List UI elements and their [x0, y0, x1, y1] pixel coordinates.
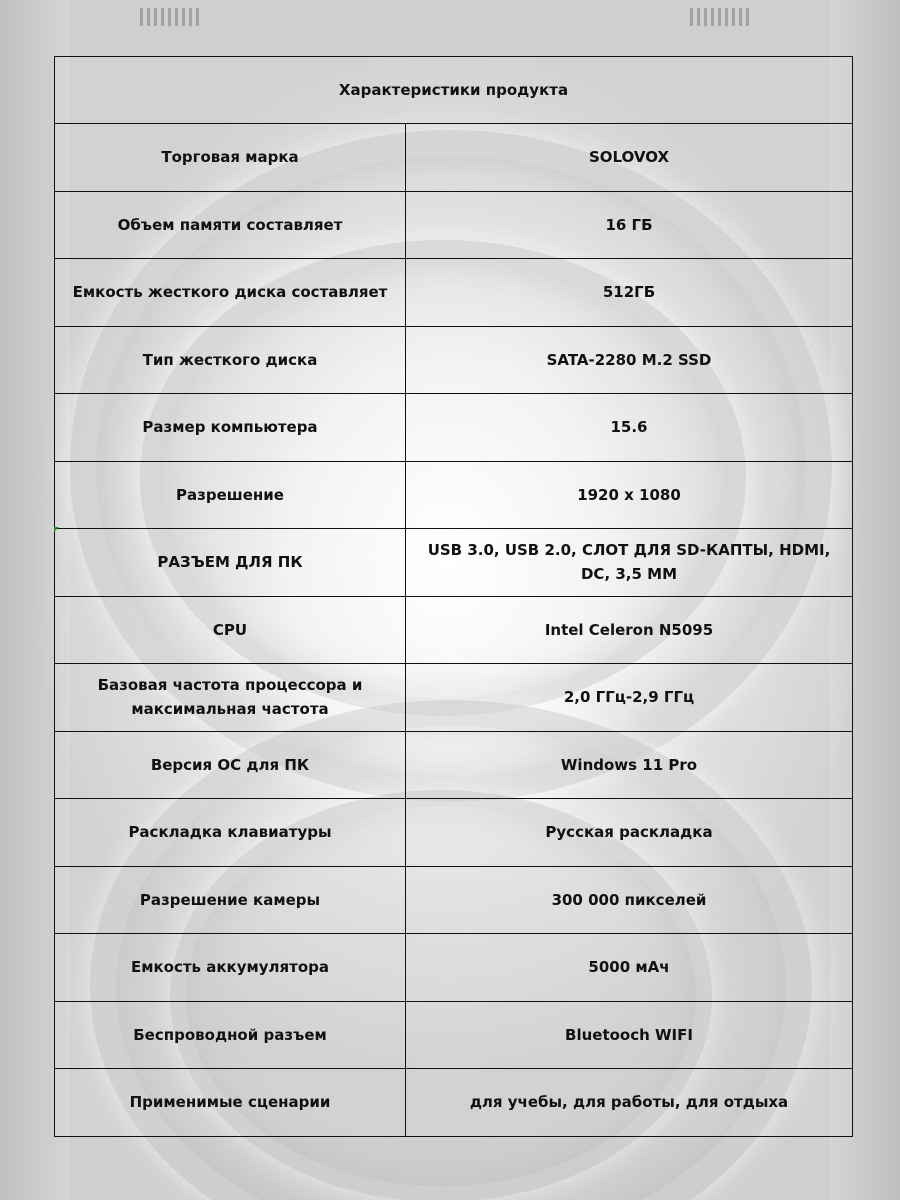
- table-row: [55, 1069, 853, 1137]
- spec-value: 5000 мАч: [406, 934, 853, 1002]
- spec-value: 512ГБ: [406, 259, 853, 327]
- spec-label: Беспроводной разъем: [55, 1001, 406, 1069]
- table-row: [55, 259, 853, 327]
- table-row: [55, 461, 853, 529]
- background-vent: [690, 8, 750, 26]
- spec-value: Intel Celeron N5095: [406, 596, 853, 664]
- spec-label: CPU: [55, 596, 406, 664]
- table-row: [55, 326, 853, 394]
- spec-value: SOLOVOX: [406, 124, 853, 192]
- spec-label: РАЗЪЕМ ДЛЯ ПК: [55, 529, 406, 597]
- spec-value: 16 ГБ: [406, 191, 853, 259]
- spec-value: SATA-2280 M.2 SSD: [406, 326, 853, 394]
- specs-table-header-row: [55, 57, 853, 124]
- table-row: [55, 664, 853, 732]
- spec-value: для учебы, для работы, для отдыха: [406, 1069, 853, 1137]
- table-row: [55, 799, 853, 867]
- spec-value: 2,0 ГГц-2,9 ГГц: [406, 664, 853, 732]
- table-row: [55, 124, 853, 192]
- spec-label: Размер компьютера: [55, 394, 406, 462]
- spec-label: Версия ОС для ПК: [55, 731, 406, 799]
- spec-value: Bluetooch WIFI: [406, 1001, 853, 1069]
- spec-label: Разрешение: [55, 461, 406, 529]
- spec-value: Русская раскладка: [406, 799, 853, 867]
- spec-label: Базовая частота процессора и максимальная частота: [55, 664, 406, 732]
- spec-label: Торговая марка: [55, 124, 406, 192]
- spec-value: 300 000 пикселей: [406, 866, 853, 934]
- spec-label: Разрешение камеры: [55, 866, 406, 934]
- spec-label: Емкость жесткого диска составляет: [55, 259, 406, 327]
- background-vent: [140, 8, 200, 26]
- specs-table-title: Характеристики продукта: [55, 57, 853, 124]
- table-row: [55, 866, 853, 934]
- table-row: [55, 934, 853, 1002]
- table-row: [55, 731, 853, 799]
- spec-value: 1920 x 1080: [406, 461, 853, 529]
- spec-value: 15.6: [406, 394, 853, 462]
- spec-value: Windows 11 Pro: [406, 731, 853, 799]
- spec-label: Объем памяти составляет: [55, 191, 406, 259]
- table-row: [55, 394, 853, 462]
- table-row: [55, 596, 853, 664]
- spec-label: Тип жесткого диска: [55, 326, 406, 394]
- table-row: [55, 529, 853, 597]
- spec-value: USB 3.0, USB 2.0, СЛОТ ДЛЯ SD-КАПТЫ, HDMI, DC, 3,5 ММ: [406, 529, 853, 597]
- table-row: [55, 1001, 853, 1069]
- comment-marker: [54, 527, 59, 532]
- spec-label: Применимые сценарии: [55, 1069, 406, 1137]
- spec-label: Раскладка клавиатуры: [55, 799, 406, 867]
- table-row: [55, 191, 853, 259]
- specs-table: [54, 56, 853, 1137]
- spec-label: Емкость аккумулятора: [55, 934, 406, 1002]
